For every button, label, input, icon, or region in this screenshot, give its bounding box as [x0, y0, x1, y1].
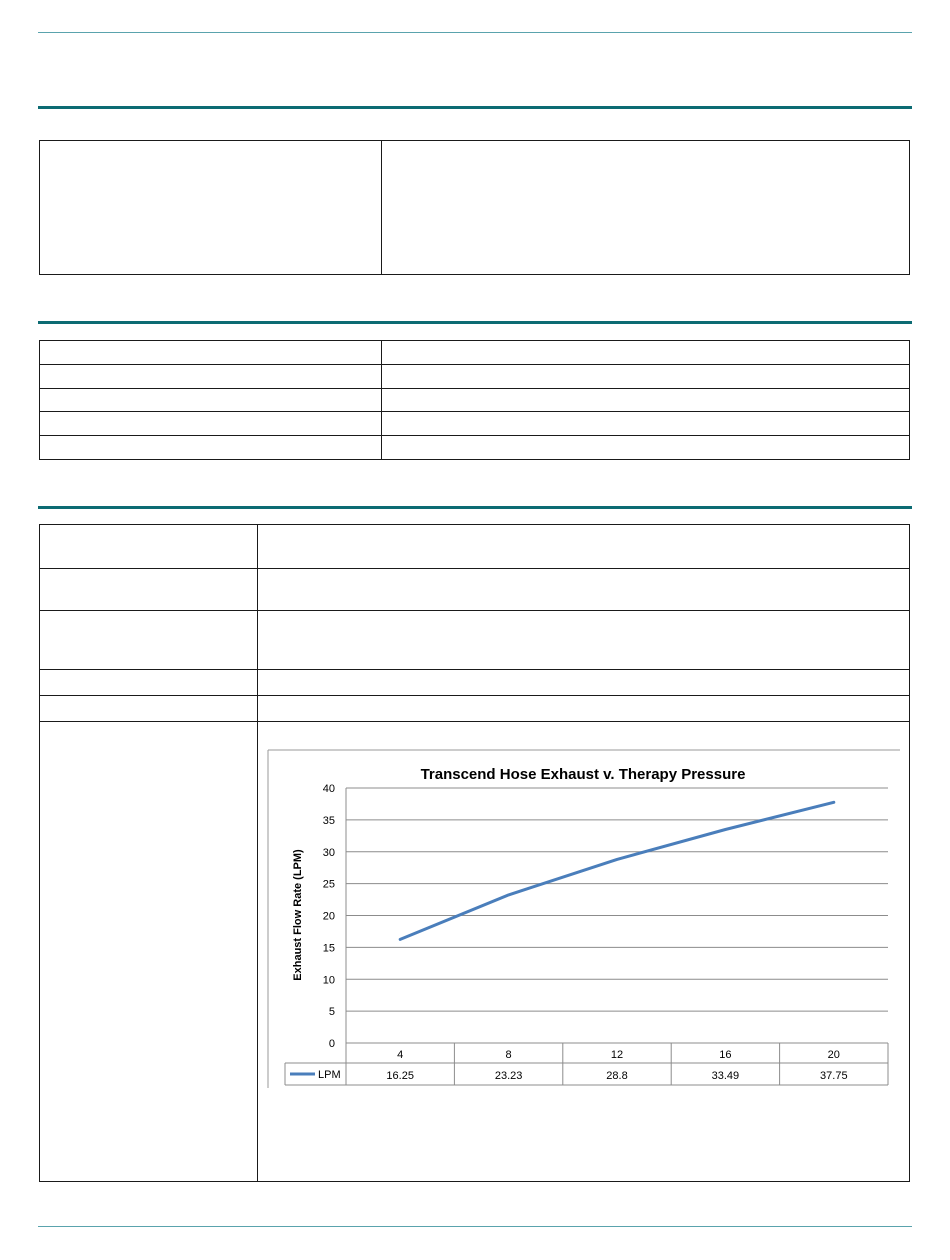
- y-tick-label: 25: [322, 878, 335, 891]
- data-table-value: 37.75: [820, 1070, 848, 1082]
- y-tick-label: 15: [322, 942, 335, 955]
- x-tick-label: 4: [397, 1049, 404, 1061]
- x-tick-label: 12: [610, 1049, 624, 1061]
- y-tick-label: 5: [328, 1006, 335, 1019]
- y-tick-label: 40: [322, 783, 335, 795]
- y-tick-label: 30: [322, 846, 335, 859]
- y-tick-label: 20: [322, 910, 335, 923]
- legend-label: LPM: [318, 1069, 341, 1081]
- series-lines: [400, 802, 834, 939]
- x-tick-label: 16: [719, 1049, 732, 1061]
- gridlines: [346, 788, 888, 1085]
- data-table-value: 16.25: [386, 1070, 414, 1082]
- x-tick-label: 20: [827, 1049, 840, 1061]
- y-axis-label: Exhaust Flow Rate (LPM): [292, 849, 304, 981]
- chart-title: Transcend Hose Exhaust v. Therapy Pressure: [420, 766, 746, 783]
- series-line-lpm: [400, 802, 834, 939]
- y-tick-label: 10: [322, 974, 335, 987]
- data-table-value: 33.49: [711, 1070, 740, 1082]
- chart-data-table: [285, 1043, 888, 1085]
- y-tick-labels: [323, 783, 335, 1050]
- x-tick-label: 8: [505, 1049, 512, 1061]
- y-tick-label: 0: [328, 1038, 335, 1050]
- data-table-value: 23.23: [494, 1070, 523, 1082]
- y-tick-label: 35: [322, 814, 335, 827]
- data-table-value: 28.8: [606, 1070, 628, 1082]
